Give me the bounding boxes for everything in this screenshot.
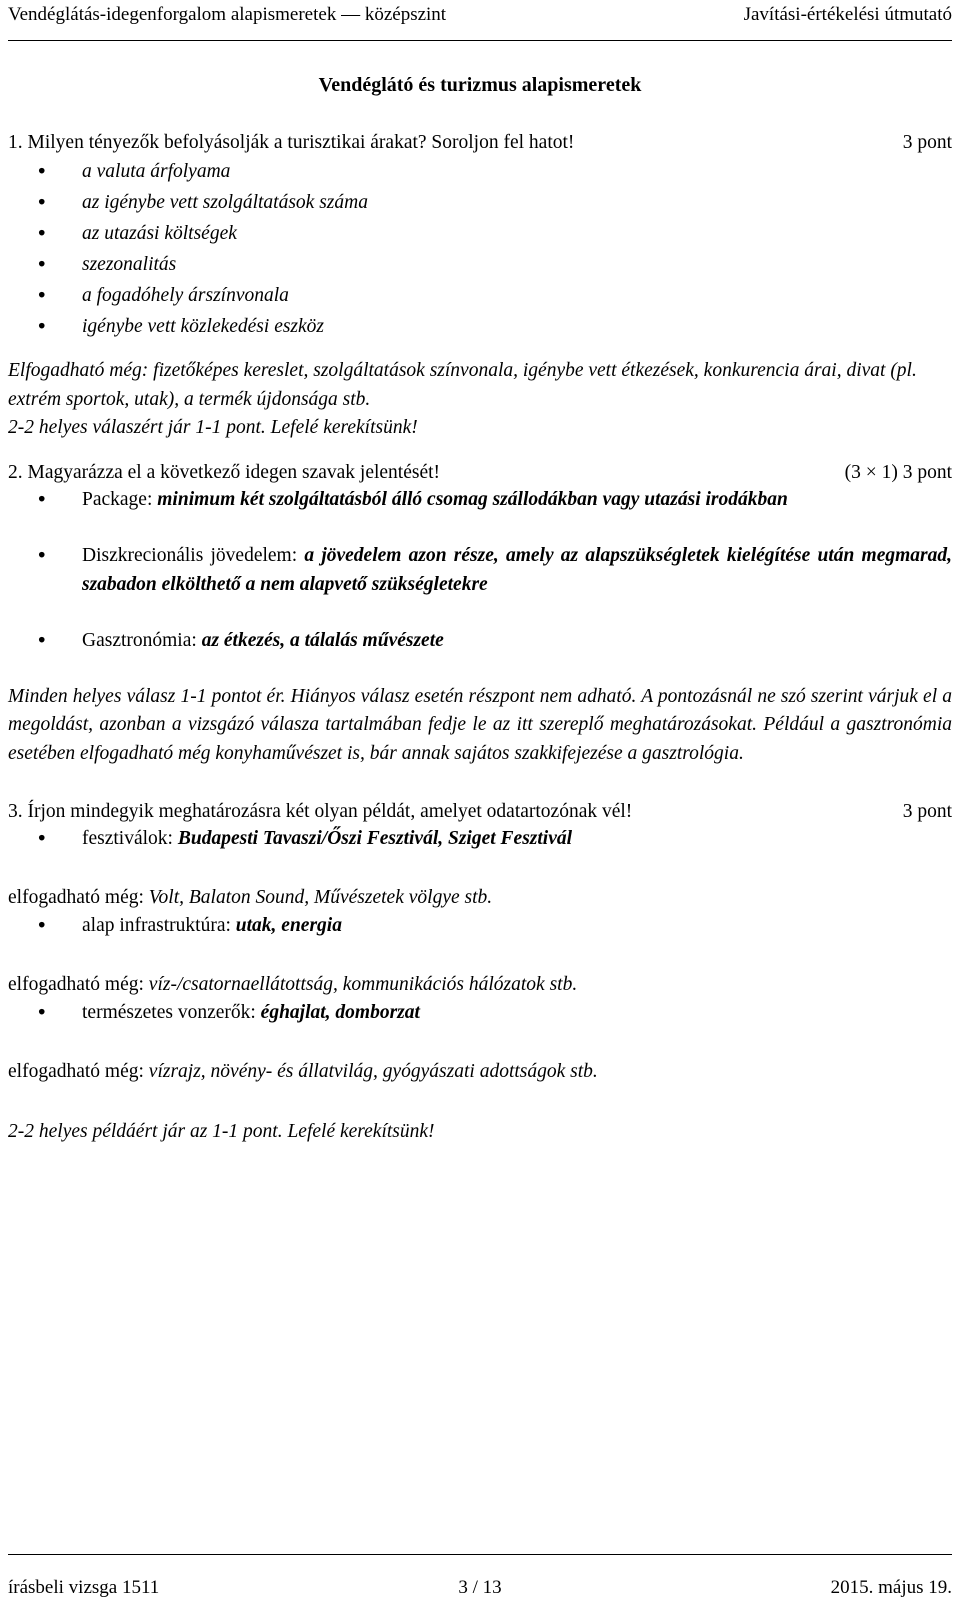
question-3-item-1-extra	[8, 884, 952, 912]
question-2-answer-list	[8, 486, 952, 656]
question-3-item-3-extra	[8, 1058, 952, 1086]
question-3-final-note: 2-2 helyes példáért jár az 1-1 pont. Lefelé kerekítsünk!	[8, 1121, 435, 1142]
question-3-item-2-extra	[8, 971, 952, 999]
header-rule	[8, 40, 952, 41]
footer-exam-code: írásbeli vizsga 1511	[8, 1577, 160, 1598]
item-value: éghajlat, domborzat	[260, 1002, 420, 1023]
list-item: • igénybe vett közlekedési eszköz	[8, 311, 952, 342]
question-1-answer-list	[8, 156, 952, 342]
item-label: fesztiválok:	[82, 828, 173, 849]
main-content	[8, 130, 952, 1146]
question-3-item-1	[8, 825, 952, 853]
item-label: alap infrastruktúra:	[82, 915, 231, 936]
header-left: Vendéglátás-idegenforgalom alapismeretek — középszint	[8, 4, 447, 25]
extra-value: Volt, Balaton Sound, Művészetek völgye stb.	[148, 887, 493, 908]
extra-value: vízrajz, növény- és állatvilág, gyógyászati adottságok stb.	[148, 1061, 598, 1082]
list-item	[8, 486, 952, 515]
list-item	[8, 912, 952, 940]
question-1	[8, 130, 952, 156]
term-gastronomy: Gasztronómia:	[82, 630, 197, 651]
question-1-text: 1. Milyen tényezők befolyásolják a turisztikai árakat? Soroljon fel hatot!	[8, 132, 575, 153]
term-discretionary-income: Diszkrecionális jövedelem:	[82, 545, 298, 566]
extra-label: elfogadható még:	[8, 974, 144, 995]
list-item: • az igénybe vett szolgáltatások száma	[8, 187, 952, 218]
term-package: Package:	[82, 488, 153, 510]
section-title: Vendéglátó és turizmus alapismeretek	[318, 74, 642, 96]
list-item: • az utazási költségek	[8, 218, 952, 249]
question-2	[8, 460, 952, 486]
footer-date: 2015. május 19.	[830, 1577, 953, 1598]
list-item	[8, 999, 952, 1027]
list-item	[8, 825, 952, 853]
extra-label: elfogadható még:	[8, 1061, 144, 1082]
page-header	[8, 2, 952, 28]
footer-rule	[8, 1554, 952, 1555]
item-value: Budapesti Tavaszi/Őszi Fesztivál, Sziget Fesztivál	[177, 828, 573, 849]
question-3	[8, 799, 952, 825]
list-item: • a valuta árfolyama	[8, 156, 952, 187]
page-footer	[8, 1576, 952, 1600]
question-3-points: 3 pont	[902, 801, 952, 822]
definition-gastronomy: az étkezés, a tálalás művészete	[201, 630, 444, 651]
question-1-note-scoring: 2-2 helyes válaszért jár 1-1 pont. Lefelé kerekítsünk!	[8, 417, 418, 438]
question-2-note: Minden helyes válasz 1-1 pontot ér. Hiányos válasz esetén részpont nem adható. A pontozásnál ne szó szerint várjuk el a megoldást, azonban a vizsgázó válasza tartalmában fedje le az itt szereplő meghatározásokat. Például a gasztronómia esetében elfogadható még konyhaművészet is, bár annak sajátos szakkifejezése a gasztrológia.	[8, 685, 952, 764]
list-item	[8, 627, 952, 656]
question-3-text: 3. Írjon mindegyik meghatározásra két olyan példát, amelyet odatartozónak vél!	[8, 801, 633, 822]
item-value: utak, energia	[235, 915, 342, 936]
question-1-note-accept: Elfogadható még: fizetőképes kereslet, szolgáltatások színvonala, igénybe vett étkezések, konkurencia árai, divat (pl. extrém sportok, utak), a termék újdonsága stb.	[8, 360, 917, 410]
list-item	[8, 542, 952, 599]
list-item: • a fogadóhely árszínvonala	[8, 280, 952, 311]
extra-value: víz-/csatornaellátottság, kommunikációs hálózatok stb.	[148, 974, 578, 995]
question-2-points: (3 × 1) 3 pont	[844, 461, 952, 483]
page-number: 3 / 13	[458, 1577, 502, 1598]
definition-discretionary-income: a jövedelem azon része, amely az alapszükségletek kielégítése után megmarad, szabadon elkölthető a nem alapvető szükségletekre	[82, 545, 953, 595]
extra-label: elfogadható még:	[8, 887, 144, 908]
question-1-note	[8, 357, 952, 443]
question-2-text: 2. Magyarázza el a következő idegen szavak jelentését!	[8, 461, 441, 483]
item-label: természetes vonzerők:	[82, 1002, 256, 1023]
list-item: • szezonalitás	[8, 249, 952, 280]
question-3-item-3	[8, 999, 952, 1027]
question-1-points: 3 pont	[902, 132, 952, 153]
definition-package: minimum két szolgáltatásból álló csomag szállodákban vagy utazási irodákban	[157, 488, 788, 510]
question-3-item-2	[8, 912, 952, 940]
header-right: Javítási-értékelési útmutató	[743, 4, 952, 25]
